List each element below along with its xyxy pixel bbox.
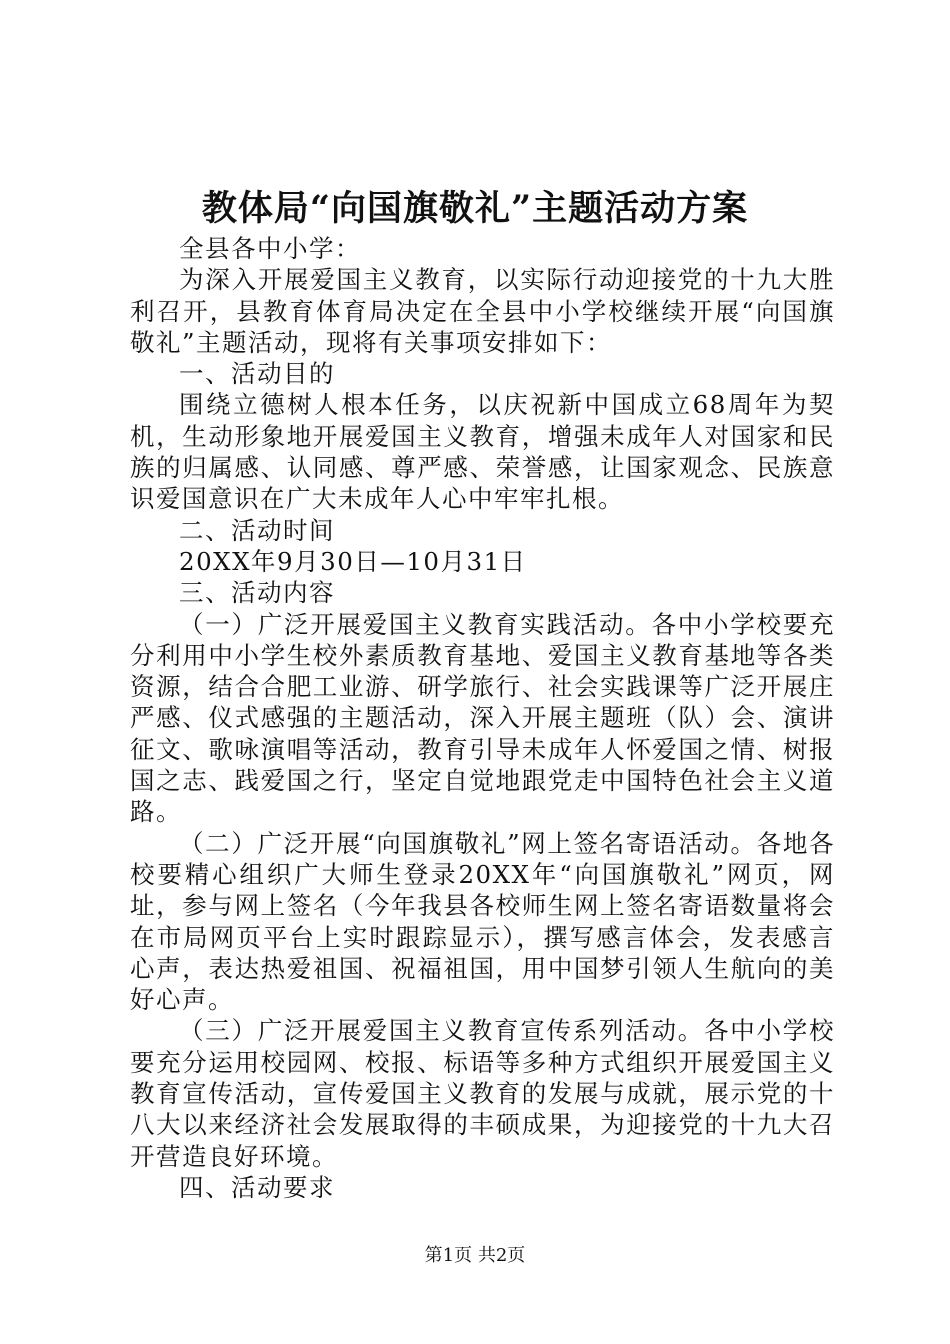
purpose-paragraph: 围绕立德树人根本任务，以庆祝新中国成立68周年为契机，生动形象地开展爱国主义教育，增强未成年人对国家和民族的归属感、认同感、尊严感、荣誉感，让国家观念、民族意识爱国意识在广大未成年人心中牢牢扎根。: [130, 390, 835, 514]
salutation: 全县各中小学：: [179, 234, 361, 263]
section-heading-requirements: 四、活动要求: [179, 1172, 335, 1202]
time-paragraph: 20XX年9月30日—10月31日: [179, 546, 527, 576]
section-heading-purpose: 一、活动目的: [179, 359, 335, 389]
intro-paragraph: 为深入开展爱国主义教育，以实际行动迎接党的十九大胜利召开，县教育体育局决定在全县中小学校继续开展“向国旗敬礼”主题活动，现将有关事项安排如下：: [130, 265, 835, 357]
section-heading-content: 三、活动内容: [179, 578, 335, 608]
content-item-3: （三）广泛开展爱国主义教育宣传系列活动。各中小学校要充分运用校园网、校报、标语等多种方式组织开展爱国主义教育宣传活动，宣传爱国主义教育的发展与成就，展示党的十八大以来经济社会发展取得的丰硕成果，为迎接党的十九大召开营造良好环境。: [130, 1016, 835, 1171]
page-footer: 第1页 共2页: [424, 1245, 526, 1266]
section-heading-time: 二、活动时间: [179, 515, 335, 545]
content-item-1: （一）广泛开展爱国主义教育实践活动。各中小学校要充分利用中小学生校外素质教育基地、爱国主义教育基地等各类资源，结合合肥工业游、研学旅行、社会实践课等广泛开展庄严感、仪式感强的主题活动，深入开展主题班（队）会、演讲征文、歌咏演唱等活动，教育引导未成年人怀爱国之情、树报国之志、践爱国之行，坚定自觉地跟党走中国特色社会主义道路。: [130, 609, 835, 827]
document-title: 教体局“向国旗敬礼”主题活动方案: [201, 188, 749, 229]
content-item-2: （二）广泛开展“向国旗敬礼”网上签名寄语活动。各地各校要精心组织广大师生登录20XX年“向国旗敬礼”网页，网址，参与网上签名（今年我县各校师生网上签名寄语数量将会在市局网页平台上实时跟踪显示），撰写感言体会，发表感言心声，表达热爱祖国、祝福祖国，用中国梦引领人生航向的美好心声。: [130, 828, 835, 1015]
document-body: [130, 233, 835, 1203]
